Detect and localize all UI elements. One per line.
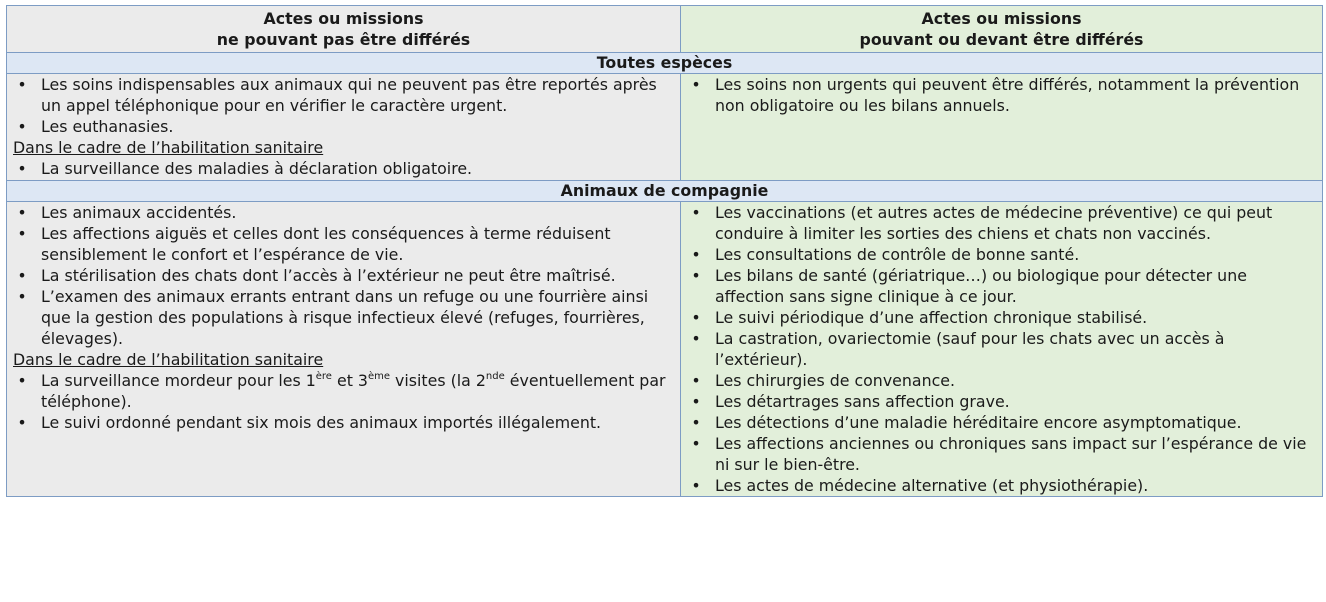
mordeur-part: La surveillance mordeur pour les 1 xyxy=(41,371,316,390)
list-item-text: Les bilans de santé (gériatrique…) ou biologique pour détecter une affection sans signe clinique à ce jour. xyxy=(715,266,1247,306)
section-row-compagnie xyxy=(7,181,1323,202)
list-item-text: Les animaux accidentés. xyxy=(41,203,237,222)
toutes-right-cell xyxy=(681,74,1323,181)
list-item xyxy=(681,244,1322,265)
list-item xyxy=(681,475,1322,496)
list-item xyxy=(681,265,1322,307)
bullet-icon: • xyxy=(691,476,701,495)
bullet-icon: • xyxy=(17,159,27,178)
header-left xyxy=(7,6,681,53)
content-row-compagnie xyxy=(7,202,1323,497)
superscript: ème xyxy=(367,371,391,382)
list-item xyxy=(7,370,680,412)
bullet-icon: • xyxy=(17,287,27,306)
list-item-text: Les consultations de contrôle de bonne santé. xyxy=(715,245,1080,264)
list-item xyxy=(7,74,680,116)
mordeur-part: et 3 xyxy=(331,371,368,390)
list-item-text: Les chirurgies de convenance. xyxy=(715,371,956,390)
list-item-text: Les affections aiguës et celles dont les conséquences à terme réduisent sensiblement le confort et l’espérance de vie. xyxy=(41,224,611,264)
bullet-icon: • xyxy=(691,413,701,432)
list-item xyxy=(7,286,680,349)
list-item-text: Le suivi ordonné pendant six mois des animaux importés illégalement. xyxy=(41,413,602,432)
list-item-text: Les actes de médecine alternative (et physiothérapie). xyxy=(715,476,1149,495)
mordeur-part: visites (la 2 xyxy=(390,371,486,390)
bullet-icon: • xyxy=(691,371,701,390)
list-item xyxy=(681,433,1322,475)
bullet-icon: • xyxy=(17,117,27,136)
list-item-text: Les soins non urgents qui peuvent être différés, notamment la prévention non obligatoire ou les bilans annuels. xyxy=(715,75,1300,115)
list-item xyxy=(681,412,1322,433)
toutes-habilitation-list xyxy=(7,158,680,179)
mordeur-text xyxy=(41,371,666,411)
bullet-icon: • xyxy=(17,413,27,432)
list-item xyxy=(7,116,680,137)
bullet-icon: • xyxy=(691,308,701,327)
bullet-icon: • xyxy=(691,329,701,348)
list-item-text: La stérilisation des chats dont l’accès à l’extérieur ne peut être maîtrisé. xyxy=(41,266,616,285)
list-item xyxy=(681,202,1322,244)
list-item xyxy=(7,223,680,265)
section-title-compagnie: Animaux de compagnie xyxy=(7,181,1323,202)
list-item-text: Les détections d’une maladie héréditaire encore asymptomatique. xyxy=(715,413,1242,432)
header-left-line1: Actes ou missions xyxy=(263,9,424,28)
compagnie-left-cell xyxy=(7,202,681,497)
content-row-toutes xyxy=(7,74,1323,181)
list-item xyxy=(681,307,1322,328)
bullet-icon: • xyxy=(691,266,701,285)
compagnie-left-list xyxy=(7,202,680,349)
toutes-left-list xyxy=(7,74,680,137)
bullet-icon: • xyxy=(691,434,701,453)
list-item-text: Les affections anciennes ou chroniques sans impact sur l’espérance de vie ni sur le bien-être. xyxy=(715,434,1307,474)
superscript: ère xyxy=(315,371,332,382)
mordeur-part: éventuellement par téléphone). xyxy=(41,371,666,411)
list-item xyxy=(681,391,1322,412)
toutes-right-list xyxy=(681,74,1322,116)
bullet-icon: • xyxy=(17,266,27,285)
list-item-text: La castration, ovariectomie (sauf pour les chats avec un accès à l’extérieur). xyxy=(715,329,1225,369)
list-item xyxy=(681,328,1322,370)
list-item xyxy=(681,74,1322,116)
list-item xyxy=(681,370,1322,391)
compagnie-right-cell xyxy=(681,202,1323,497)
superscript: nde xyxy=(485,371,505,382)
list-item xyxy=(7,412,680,433)
compagnie-right-list xyxy=(681,202,1322,496)
missions-table xyxy=(6,5,1323,497)
compagnie-habilitation-list xyxy=(7,370,680,433)
header-right-line2: pouvant ou devant être différés xyxy=(859,30,1144,49)
list-item-text: Le suivi périodique d’une affection chronique stabilisé. xyxy=(715,308,1148,327)
header-row xyxy=(7,6,1323,53)
bullet-icon: • xyxy=(17,371,27,390)
toutes-left-cell xyxy=(7,74,681,181)
list-item-text: L’examen des animaux errants entrant dans un refuge ou une fourrière ainsi que la gestion des populations à risque infectieux élevé (refuges, fourrières, élevages). xyxy=(41,287,649,348)
header-right-line1: Actes ou missions xyxy=(921,9,1082,28)
bullet-icon: • xyxy=(691,245,701,264)
header-left-line2: ne pouvant pas être différés xyxy=(216,30,471,49)
list-item-text: Les vaccinations (et autres actes de médecine préventive) ce qui peut conduire à limiter les sorties des chiens et chats non vaccinés. xyxy=(715,203,1273,243)
list-item-text: Les détartrages sans affection grave. xyxy=(715,392,1010,411)
bullet-icon: • xyxy=(17,224,27,243)
list-item xyxy=(7,158,680,179)
header-right xyxy=(681,6,1323,53)
list-item xyxy=(7,202,680,223)
bullet-icon: • xyxy=(17,75,27,94)
bullet-icon: • xyxy=(17,203,27,222)
list-item-text: La surveillance des maladies à déclaration obligatoire. xyxy=(41,159,473,178)
list-item-text: Les soins indispensables aux animaux qui ne peuvent pas être reportés après un appel téléphonique pour en vérifier le caractère urgent. xyxy=(41,75,657,115)
bullet-icon: • xyxy=(691,392,701,411)
list-item-text: Les euthanasies. xyxy=(41,117,174,136)
bullet-icon: • xyxy=(691,75,701,94)
list-item xyxy=(7,265,680,286)
bullet-icon: • xyxy=(691,203,701,222)
habilitation-label: Dans le cadre de l’habilitation sanitaire xyxy=(13,350,324,369)
section-title-toutes: Toutes espèces xyxy=(7,53,1323,74)
section-row-toutes xyxy=(7,53,1323,74)
habilitation-label: Dans le cadre de l’habilitation sanitaire xyxy=(13,138,324,157)
